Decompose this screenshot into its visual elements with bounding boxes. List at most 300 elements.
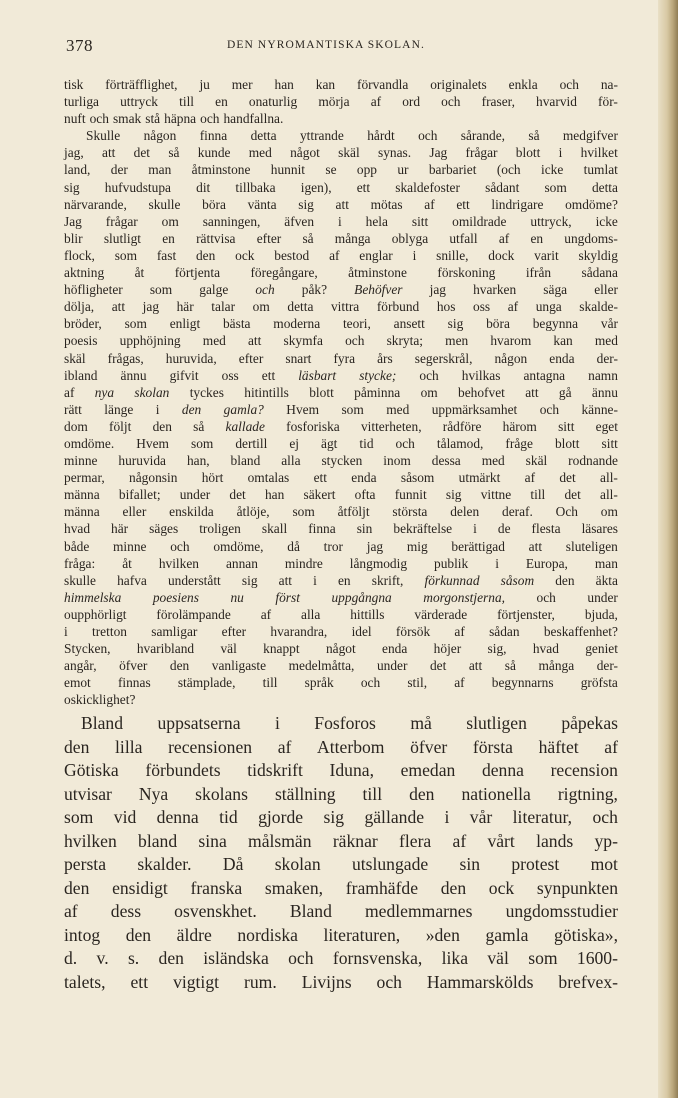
word: ett	[313, 470, 327, 486]
word: blott	[515, 145, 541, 161]
word: af	[260, 606, 272, 622]
word: läsares	[581, 521, 618, 537]
word: den	[152, 418, 172, 434]
word: då	[287, 538, 300, 554]
word: man	[594, 555, 618, 571]
word: skolan	[274, 854, 321, 874]
word: troligen	[199, 521, 241, 537]
word: hvaribland	[136, 641, 195, 657]
word: snart	[285, 350, 312, 366]
word: förträfflighet,	[105, 77, 178, 92]
word: så	[528, 128, 540, 144]
text-line	[64, 315, 618, 332]
word: beskaffenhet?	[543, 624, 618, 639]
word: väl	[487, 948, 509, 968]
text-line	[64, 127, 618, 144]
word: den	[64, 736, 90, 757]
word: hvilket	[580, 145, 618, 161]
word: sig	[323, 807, 345, 827]
word: säkert	[303, 487, 336, 503]
word: hitintills	[244, 384, 289, 400]
word: behofvet	[458, 384, 505, 400]
word: bröder,	[64, 316, 102, 332]
word: recensionen	[168, 736, 253, 757]
word: och	[89, 111, 109, 127]
word: der-	[596, 350, 618, 366]
word: först	[275, 589, 300, 605]
text-line	[64, 712, 618, 736]
word: utslungade	[351, 854, 429, 874]
word: till	[262, 675, 278, 691]
word: i	[558, 145, 563, 161]
text-line	[64, 332, 618, 349]
word: förskoning	[437, 265, 496, 281]
word: synas.	[378, 145, 412, 161]
word: Jag	[429, 145, 448, 161]
word: Iduna,	[329, 760, 374, 780]
word: delen	[450, 504, 480, 520]
word: i	[337, 213, 342, 229]
word: medlemmarnes	[364, 901, 473, 921]
word: äfven	[284, 213, 315, 229]
word: skolans	[195, 783, 248, 804]
word: Götiska	[64, 760, 119, 780]
small-print-paragraphs	[64, 76, 618, 708]
word: och	[376, 971, 402, 992]
word: och	[539, 401, 560, 417]
word: ställning	[274, 783, 336, 804]
word: med	[202, 333, 226, 349]
word: emot	[64, 675, 91, 691]
word: ensidigt	[112, 877, 168, 898]
word: gamla?	[223, 401, 264, 417]
word: (och	[496, 162, 521, 178]
word: ungdomsstudier	[505, 901, 618, 921]
word: poesis	[64, 333, 98, 349]
word: af	[498, 230, 510, 246]
word: vittne	[480, 487, 512, 503]
word: följt	[109, 418, 132, 434]
word: ägt	[321, 435, 338, 451]
word: förkunnad	[424, 572, 480, 588]
word: nya	[94, 384, 115, 400]
word: nordiska	[237, 924, 298, 945]
word: vigtigt	[173, 971, 220, 992]
word: skäl	[64, 350, 86, 366]
word: ju	[199, 77, 210, 92]
word: samligar	[151, 624, 198, 639]
text-line	[64, 469, 618, 486]
word: under	[376, 658, 408, 674]
word: att	[278, 572, 293, 588]
word: segerskrål,	[414, 350, 473, 366]
word: länge	[104, 401, 134, 417]
word: åtminstone	[191, 162, 251, 178]
word: skrift,	[371, 572, 404, 588]
word: Fosforos	[314, 713, 376, 733]
word: enskilda	[169, 504, 214, 520]
word: äldre	[176, 924, 212, 945]
word: den	[64, 877, 90, 898]
word: hört	[201, 470, 224, 486]
word: hvilken	[64, 830, 117, 851]
word: säga	[543, 282, 568, 298]
word: icke	[595, 213, 618, 229]
word: talar	[211, 299, 236, 315]
word: tror	[323, 538, 343, 554]
text-line	[64, 230, 618, 247]
word: af	[524, 470, 536, 486]
word: förbund	[376, 299, 420, 315]
word: all-	[600, 487, 618, 503]
word: vitterheten,	[360, 418, 422, 434]
word: jag	[429, 282, 446, 298]
word: dess	[110, 901, 142, 921]
word: uppgångna	[331, 589, 392, 605]
word: öfver	[410, 736, 448, 757]
word: den	[195, 247, 216, 263]
word: rättvisa	[196, 230, 236, 246]
word: sig	[445, 487, 462, 503]
word: skyldig	[578, 247, 618, 263]
text-line	[64, 783, 618, 807]
word: stå	[145, 111, 161, 127]
word: och	[170, 538, 190, 554]
word: teori,	[342, 316, 371, 332]
text-line	[64, 281, 618, 298]
word: d.	[64, 948, 78, 968]
word: sluteligen	[565, 538, 618, 554]
word: lika	[441, 948, 469, 968]
word: skaldefoster	[395, 179, 460, 195]
word: eller	[594, 282, 618, 298]
word: skryta;	[386, 333, 424, 349]
word: osvenskhet.	[174, 901, 257, 921]
word: åtföljt	[337, 504, 370, 520]
word: sig	[241, 572, 258, 588]
word: literatur,	[512, 807, 573, 827]
word: utmärkt	[458, 470, 501, 486]
word: ifrån	[525, 265, 552, 281]
word: känne-	[581, 401, 618, 417]
word: i	[274, 713, 280, 733]
word: detta	[250, 128, 277, 144]
word: barbariet	[428, 162, 477, 178]
word: morgonstjerna,	[423, 589, 505, 605]
word: gamla	[485, 924, 529, 945]
word: som	[114, 247, 138, 263]
word: Atterbom	[317, 736, 385, 757]
word: skulle	[64, 572, 96, 588]
text-line	[64, 924, 618, 948]
word: protest	[511, 854, 560, 874]
word: knappt	[263, 641, 300, 657]
word: väl	[220, 641, 237, 657]
text-line	[64, 418, 618, 435]
word: många	[538, 658, 575, 674]
word: sitt	[601, 435, 618, 451]
word: Bland	[289, 901, 332, 921]
word: enda	[549, 350, 575, 366]
word: frågar	[465, 145, 498, 161]
page-number: 378	[66, 36, 93, 55]
word: hårdt	[367, 128, 395, 144]
text-line	[64, 213, 618, 230]
word: efter	[221, 624, 247, 639]
word: sådant	[485, 179, 520, 195]
word: räknar	[332, 830, 378, 851]
word: såsom	[400, 470, 435, 486]
word: finna	[308, 521, 336, 537]
word: slutligt	[103, 230, 142, 246]
word: Och	[555, 504, 578, 520]
word: dock	[488, 247, 515, 263]
word: förolämpande	[156, 606, 231, 622]
word: stämplade,	[177, 675, 236, 691]
word: s.	[127, 948, 140, 968]
word: böra	[202, 196, 226, 212]
word: första	[472, 736, 513, 757]
word: och	[255, 282, 275, 298]
word: om	[252, 299, 270, 315]
word: de	[497, 521, 511, 537]
word: tisk	[64, 77, 84, 92]
word: påpekas	[561, 713, 618, 733]
word: målsmän	[248, 830, 312, 851]
word: man	[148, 162, 172, 178]
word: språk	[304, 675, 334, 691]
text-line	[64, 452, 618, 469]
word: vittra	[330, 299, 360, 315]
word: kallade	[225, 418, 265, 434]
word: hittills	[350, 606, 385, 622]
text-line	[64, 367, 618, 384]
word: oskicklighet?	[64, 692, 136, 708]
page-edge-shadow	[658, 0, 678, 1098]
text-line	[64, 350, 618, 367]
word: blott	[554, 435, 580, 451]
word: för-	[598, 94, 618, 110]
word: blott	[309, 384, 334, 400]
word: kunde	[197, 145, 231, 161]
word: onaturlig	[248, 94, 298, 110]
word: fråga:	[64, 555, 96, 571]
word: yttrande	[299, 128, 344, 144]
word: publik	[434, 555, 469, 571]
word: som	[124, 316, 147, 332]
word: med	[248, 145, 272, 161]
word: att	[335, 196, 349, 212]
text-line	[64, 520, 618, 537]
word: flera	[399, 830, 432, 851]
text-line	[64, 144, 618, 161]
word: berättigad	[451, 538, 505, 554]
word: så	[193, 418, 205, 434]
word: någon	[143, 128, 177, 144]
word: literaturen,	[323, 924, 401, 945]
word: efter	[238, 350, 264, 366]
word: männa	[64, 504, 100, 520]
word: tidskrift	[247, 760, 303, 780]
word: skalde-	[579, 299, 618, 315]
word: denna	[156, 807, 199, 827]
word: långmodig	[349, 555, 408, 571]
word: han	[274, 77, 294, 92]
word: som	[64, 807, 94, 827]
word: en	[215, 94, 228, 110]
word: dessa	[431, 453, 461, 469]
word: begynna	[532, 316, 579, 332]
text-line	[64, 674, 618, 691]
word: begynnarns	[491, 675, 554, 691]
word: yp-	[594, 830, 618, 851]
word: turliga	[64, 94, 99, 110]
word: förtjenta	[174, 265, 221, 281]
text-line	[64, 623, 618, 640]
word: kan	[315, 77, 336, 92]
text-line	[64, 93, 618, 110]
word: slutligen	[466, 713, 527, 733]
word: vår	[600, 316, 618, 332]
word: framhäfde	[345, 877, 419, 898]
word: hvilken	[158, 555, 199, 571]
text-line	[64, 589, 618, 606]
word: varit	[534, 247, 559, 263]
word: opp	[356, 162, 377, 178]
word: häftet	[538, 736, 579, 757]
word: efter	[256, 230, 282, 246]
word: nu	[230, 589, 244, 605]
word: smaken,	[264, 877, 324, 898]
word: ibland	[64, 367, 98, 383]
word: vårt	[487, 830, 515, 851]
word: hvilkas	[461, 367, 501, 383]
word: eller	[122, 504, 147, 520]
word: dölja,	[64, 299, 95, 315]
word: all-	[600, 470, 618, 486]
word: till	[362, 783, 383, 804]
word: någon	[494, 350, 528, 366]
word: det	[133, 145, 151, 161]
word: nuft	[64, 111, 86, 127]
word: aktning	[64, 265, 105, 281]
word: v.	[96, 948, 109, 968]
word: och	[441, 94, 461, 110]
word: oupphörligt	[64, 606, 127, 622]
word: mer	[231, 77, 253, 92]
text-line	[64, 572, 618, 589]
word: säges	[149, 521, 179, 537]
text-line	[64, 435, 618, 452]
word: sådan	[489, 624, 520, 639]
word: alla	[281, 453, 301, 469]
word: han,	[186, 453, 210, 469]
word: om	[161, 213, 179, 229]
word: den	[169, 658, 190, 674]
word: stil,	[407, 675, 428, 691]
text-line	[64, 806, 618, 830]
word: sin	[356, 521, 373, 537]
word: bekräftelse	[393, 521, 453, 537]
word: annan	[225, 555, 258, 571]
word: ock	[488, 877, 515, 898]
word: alla	[301, 606, 321, 622]
word: rigtning,	[557, 783, 618, 804]
word: om	[600, 504, 618, 520]
word: omtalas	[247, 470, 290, 486]
word: något	[325, 641, 356, 657]
word: jag	[142, 299, 160, 315]
word: den	[555, 572, 575, 588]
word: ej	[289, 435, 299, 451]
word: finnas	[117, 675, 151, 691]
word: och	[345, 333, 365, 349]
word: Europa,	[525, 555, 568, 571]
word: originalets	[430, 77, 487, 92]
word: sitt	[411, 213, 429, 229]
word: i	[412, 247, 417, 263]
text-line	[64, 640, 618, 657]
word: fosforiska	[286, 418, 340, 434]
word: och	[288, 948, 314, 968]
word: skolan	[134, 384, 170, 400]
word: mötas	[370, 196, 403, 212]
word: och	[592, 807, 618, 827]
word: frågas,	[107, 350, 144, 366]
word: dertill	[235, 435, 268, 451]
word: det	[429, 658, 447, 674]
word: 1600-	[576, 948, 618, 968]
word: Livijns	[301, 971, 352, 992]
word: värderade	[414, 606, 468, 622]
word: till	[530, 487, 546, 503]
word: intog	[64, 924, 101, 945]
word: att	[247, 333, 262, 349]
text-line	[64, 657, 618, 674]
word: den	[181, 401, 202, 417]
word: rum.	[243, 971, 277, 992]
word: af	[454, 624, 465, 639]
word: att	[468, 658, 483, 674]
word: uttryck	[120, 94, 159, 110]
word: lands	[536, 830, 574, 851]
word: dom	[64, 418, 88, 434]
word: Hammarskölds	[426, 971, 534, 992]
word: rodnande	[568, 453, 618, 469]
word: tid	[359, 435, 374, 451]
word: under	[587, 589, 618, 605]
word: åt	[134, 265, 145, 281]
word: det	[229, 487, 246, 503]
word: poesiens	[152, 589, 199, 605]
word: gällande	[364, 807, 425, 827]
text-line	[64, 971, 618, 995]
word: land,	[64, 162, 91, 178]
word: att	[102, 145, 116, 161]
word: sin	[459, 854, 481, 874]
word: närvarande,	[64, 196, 127, 212]
word: medgifver	[562, 128, 618, 144]
word: en	[530, 230, 544, 246]
word: igen),	[300, 179, 332, 195]
text-line	[64, 247, 618, 264]
word: rätt	[64, 401, 82, 417]
word: som	[190, 435, 214, 451]
word: han	[264, 487, 285, 503]
text-line	[64, 401, 618, 418]
word: nationella	[461, 783, 531, 804]
word: som	[341, 401, 364, 417]
